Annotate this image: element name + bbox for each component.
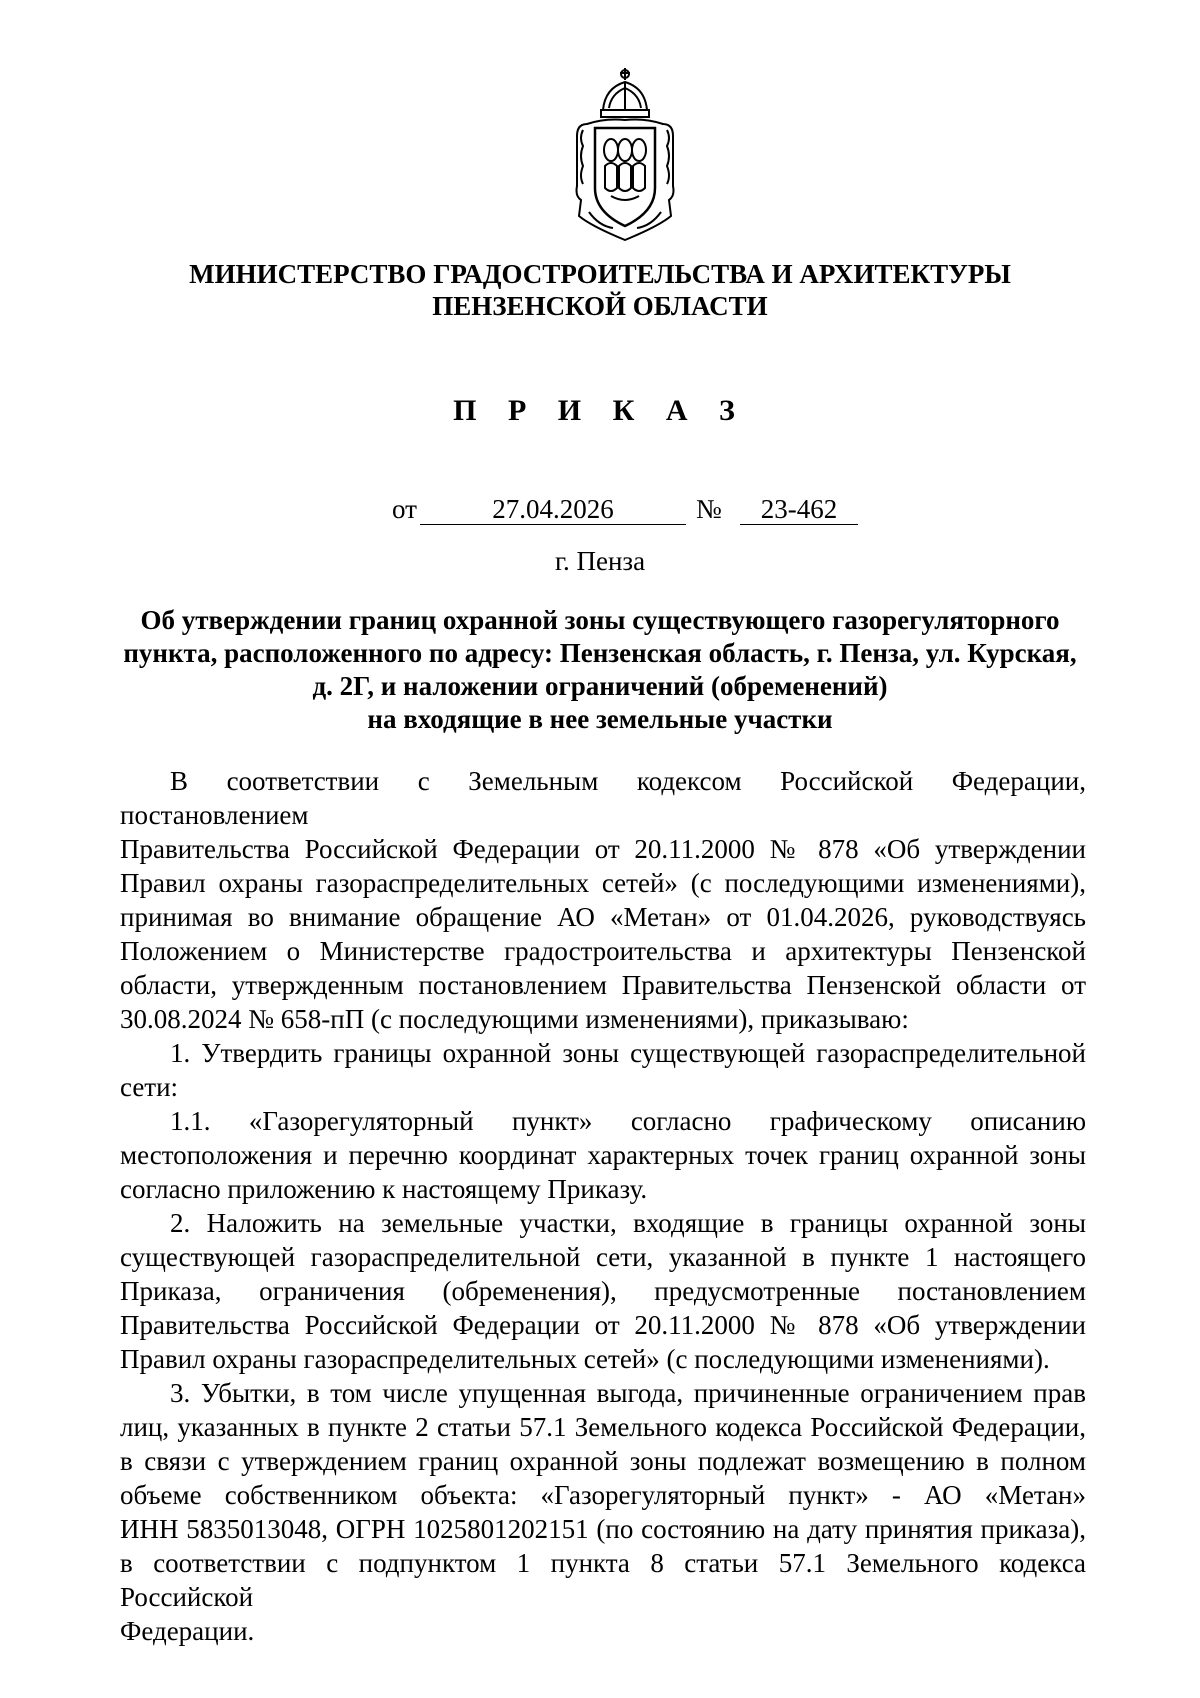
text-line: Федерации. (120, 1616, 255, 1646)
text-line: 1. Утвердить границы охранной зоны существующей газораспределительной (170, 1038, 1086, 1068)
penza-coat-of-arms-icon (565, 66, 685, 244)
subject-line: д. 2Г, и наложении ограничений (обременений) (312, 671, 888, 701)
text-line: согласно приложению к настоящему Приказу. (120, 1174, 648, 1204)
date-number-line (392, 494, 872, 528)
item-1-paragraph (120, 1036, 1086, 1104)
ministry-line-2: ПЕНЗЕНСКОЙ ОБЛАСТИ (432, 291, 768, 321)
text-line: лиц, указанных в пункте 2 статьи 57.1 Земельного кодекса Российской Федерации, (120, 1412, 1086, 1442)
item-3-paragraph (120, 1376, 1086, 1648)
text-line: В соответствии с Земельным кодексом Российской Федерации, постановлением (120, 766, 1086, 830)
date-prefix: от (392, 494, 417, 524)
order-title: П Р И К А З (453, 394, 747, 427)
subject-line: Об утверждении границ охранной зоны существующего газорегуляторного (140, 605, 1060, 635)
order-subject (120, 604, 1080, 736)
text-line: ИНН 5835013048, ОГРН 1025801202151 (по состоянию на дату принятия приказа), (120, 1514, 1086, 1544)
date-field: 27.04.2026 (420, 494, 686, 525)
city: г. Пенза (554, 546, 646, 576)
text-line: Правил охраны газораспределительных сетей» (с последующими изменениями). (120, 1344, 1050, 1374)
number-field: 23-462 (740, 494, 858, 525)
subject-line: пункта, расположенного по адресу: Пензенская область, г. Пенза, ул. Курская, (123, 638, 1077, 668)
text-line: Правил охраны газораспределительных сетей» (с последующими изменениями), (120, 868, 1086, 898)
item-2-paragraph (120, 1206, 1086, 1376)
text-line: Положением о Министерстве градостроительства и архитектуры Пензенской (120, 936, 1086, 966)
text-line: 3. Убытки, в том числе упущенная выгода, причиненные ограничением прав (170, 1378, 1086, 1408)
subject-line: на входящие в нее земельные участки (367, 704, 833, 734)
text-line: сети: (120, 1072, 179, 1102)
text-line: местоположения и перечню координат характерных точек границ охранной зоны (120, 1140, 1086, 1170)
text-line: в связи с утверждением границ охранной зоны подлежат возмещению в полном (120, 1446, 1086, 1476)
text-line: 2. Наложить на земельные участки, входящие в границы охранной зоны (170, 1208, 1086, 1238)
preamble-paragraph (120, 764, 1086, 1036)
text-line: существующей газораспределительной сети, указанной в пункте 1 настоящего (120, 1242, 1086, 1272)
ministry-heading (100, 258, 1100, 322)
text-line: 1.1. «Газорегуляторный пункт» согласно графическому описанию (170, 1106, 1086, 1136)
text-line: объеме собственником объекта: «Газорегуляторный пункт» - АО «Метан» (120, 1480, 1086, 1510)
text-line: Правительства Российской Федерации от 20.11.2000 № 878 «Об утверждении (120, 1310, 1086, 1340)
text-line: Приказа, ограничения (обременения), предусмотренные постановлением (120, 1276, 1086, 1306)
text-line: Правительства Российской Федерации от 20.11.2000 № 878 «Об утверждении (120, 834, 1086, 864)
text-line: области, утвержденным постановлением Правительства Пензенской области от (120, 970, 1086, 1000)
text-line: принимая во внимание обращение АО «Метан» от 01.04.2026, руководствуясь (120, 902, 1086, 932)
text-line: 30.08.2024 № 658-пП (с последующими изменениями), приказываю: (120, 1004, 909, 1034)
ministry-line-1: МИНИСТЕРСТВО ГРАДОСТРОИТЕЛЬСТВА И АРХИТЕКТУРЫ (189, 259, 1011, 289)
order-body (120, 764, 1086, 1648)
number-prefix: № (696, 494, 722, 524)
text-line: в соответствии с подпунктом 1 пункта 8 статьи 57.1 Земельного кодекса Российской (120, 1548, 1086, 1612)
item-1-1-paragraph (120, 1104, 1086, 1206)
